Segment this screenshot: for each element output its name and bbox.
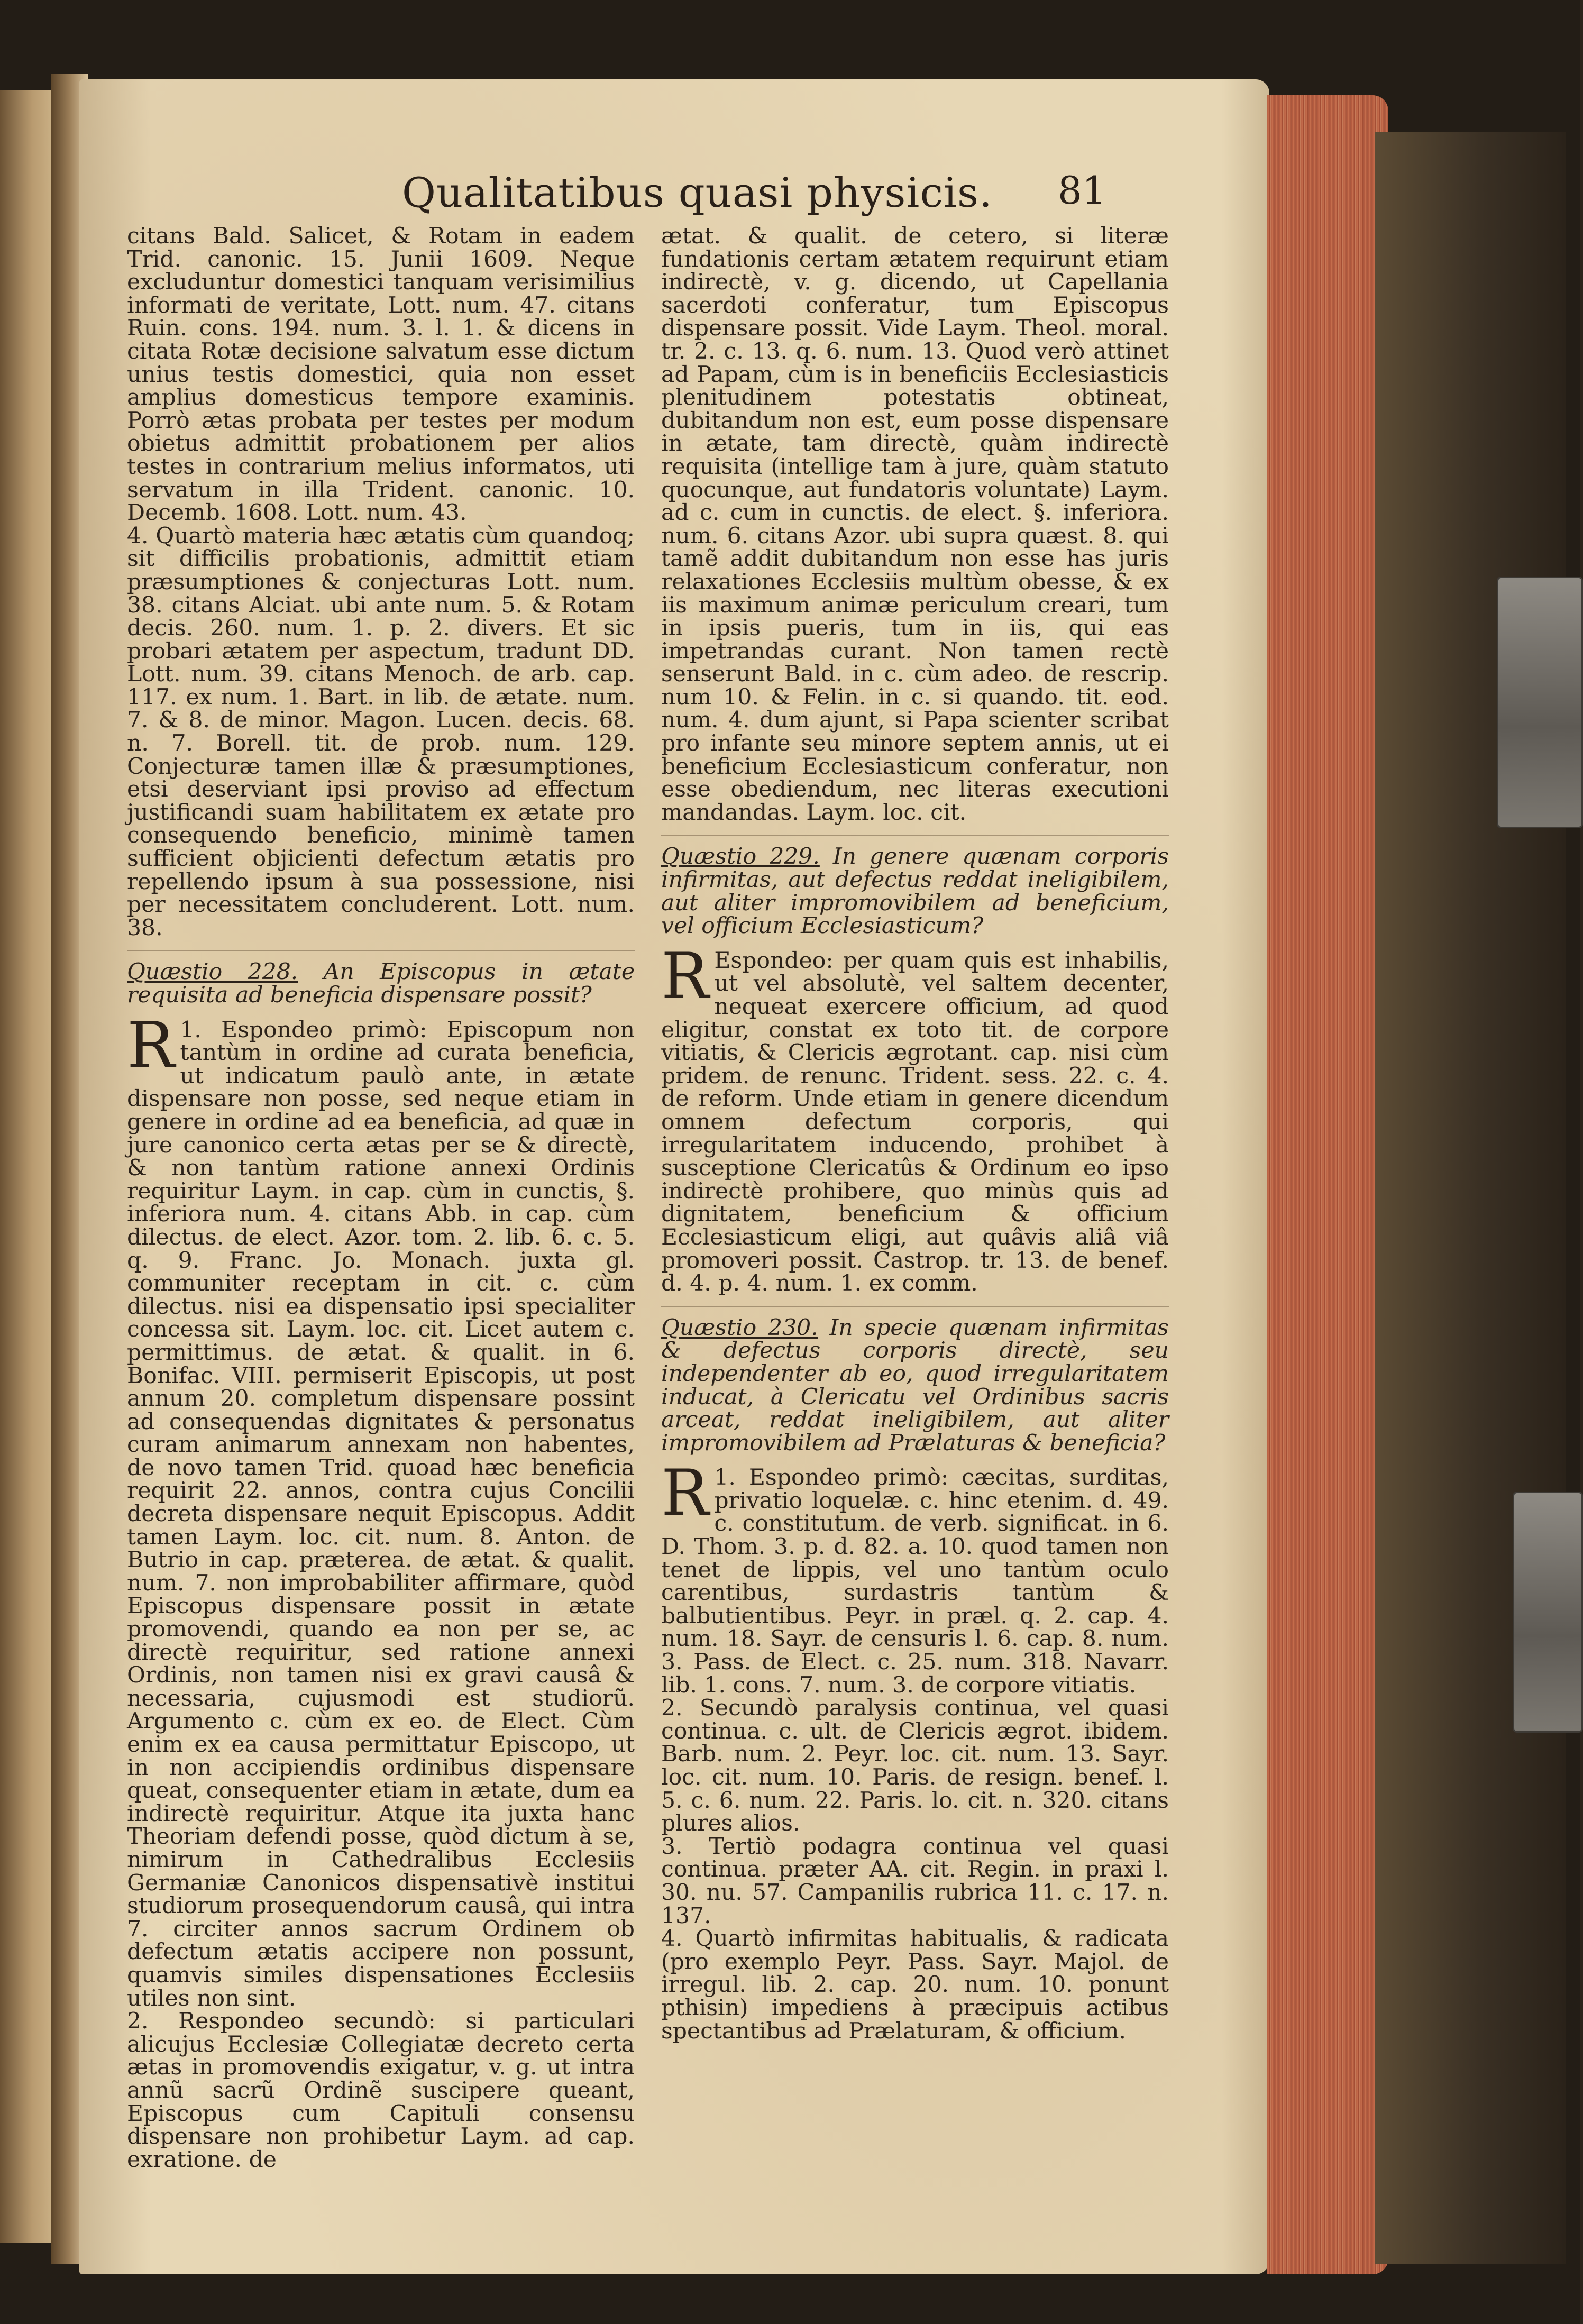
paragraph-number: 1.: [714, 1465, 736, 1491]
left-paragraph-4: 2. Respondeo secundò: si particulari alicujus Ecclesiæ Collegiatæ decreto certa ætas in promovendis exigatur, v. g. ut intra annũ sacrũ Ordinẽ suscipere queant, Episcopus cum Capituli consensu dispensare non prohibetur Laym. ad cap. exratione. de: [127, 2008, 635, 2173]
page-number: 81: [1058, 168, 1106, 213]
left-paragraph-3: [127, 1009, 635, 2011]
right-paragraph-2-text: Espondeo: per quam quis est inhabilis, ut vel absolutè, vel saltem decenter, nequeat exercere officium, ad quod eligitur, constat ex toto tit. de corpore vitiatis, & Clericis ægrotant. cap. nisi cùm pridem. de renunc. Trident. sess. 22. c. 4. de reform. Unde etiam in genere dicendum omnem defectum corporis, qui irregularitatem inducendo, prohibet à susceptione Clericatûs & Ordinum eo ipso indirectè prohibere, quo minùs quis ad dignitatem, beneficium & officium Ecclesiasticum eligi, aut quâvis aliâ viâ promoveri possit. Castrop. tr. 13. de benef. d. 4. p. 4. num. 1. ex comm.: [661, 947, 1169, 1297]
question-228-heading: [127, 950, 635, 1007]
left-paragraph-1: citans Bald. Salicet, & Rotam in eadem Trid. canonic. 15. Junii 1609. Neque excluduntur domestici tanquam verisimilius informati de veritate, Lott. num. 47. citans Ruin. cons. 194. num. 3. l. 1. & dicens in citata Rotæ decisione salvatum esse dictum unius testis domestici, quia non esset amplius domesticus tempore examinis. Porrò ætas probata per testes per modum obietus admittit probationem per alios testes in contrarium melius informatos, uti servatum in illa Trident. canonic. 10. Decemb. 1608. Lott. num. 43.: [127, 223, 635, 526]
question-229-label: Quæstio 229.: [661, 844, 820, 870]
question-230-heading: [661, 1306, 1169, 1455]
right-column: [661, 225, 1169, 2108]
question-230-text: In specie quænam infirmitas & defectus corporis directè, seu independenter ab eo, quod irregularitatem inducat, à Clericatu vel Ordinibus sacris arceat, reddat ineligibilem, aut aliter impromovibilem ad Prælaturas & beneficia?: [661, 1314, 1169, 1456]
left-column: [127, 223, 635, 2173]
question-228-label: Quæstio 228.: [127, 959, 298, 985]
left-paragraph-3-text: Espondeo primò: Episcopum non tantùm in ordine ad curata beneficia, ut indicatum paulò ante, in ætate dispensare non posse, sed neque etiam in genere in ordine ad ea beneficia, ad quæ in jure canonico certa ætas per se & directè, & non tantùm ratione annexi Ordinis requiritur Laym. in cap. cùm in cunctis, §. inferiora num. 4. citans Abb. in cap. cùm dilectus. de elect. Azor. tom. 2. lib. 6. c. 5. q. 9. Franc. Jo. Monach. juxta gl. communiter receptam in cit. c. cùm dilectus. nisi ea dispensatio ipsi specialiter concessa sit. Laym. loc. cit. Licet autem c. permittimus. de ætat. & qualit. in 6. Bonifac. VIII. permiserit Episcopis, ut post annum 20. completum dispensare possint ad consequendas dignitates & personatus curam animarum annexam non habentes, de novo tamen Trid. quoad hæc beneficia requirit 22. annos, contra cujus Concilii decreta dispensare nequit Episcopus. Addit tamen Laym. loc. cit. num. 8. Anton. de Butrio in cap. præterea. de ætat. & qualit. num. 7. non improbabiliter affirmare, quòd Episcopus dispensare possit in ætate promovendi, quando ea non per se, ac directè requiritur, sed ratione annexi Ordinis, non tamen nisi ex gravi causâ & necessaria, cujusmodi est studiorũ. Argumento c. cùm ex eo. de Elect. Cùm enim ex ea causa permittatur Episcopo, ut in non accipiendis ordinibus dispensare queat, consequenter etiam in ætate, dum ea indirectè requiritur. Atque ita juxta hanc Theoriam defendi posse, quòd dictum à se, nimirum in Cathedralibus Ecclesiis Germaniæ Canonicos dispensativè institui studiorum prosequendorum causâ, qui intra 7. circiter annos sacrum Ordinem ob defectum ætatis accipere non possunt, quamvis similes dispensationes Ecclesiis utiles non sint.: [127, 1017, 635, 2011]
left-paragraph-2: 4. Quartò materia hæc ætatis cùm quandoq; sit difficilis probationis, admittit etiam præsumptiones & conjecturas Lott. num. 38. citans Alciat. ubi ante num. 5. & Rotam decis. 260. num. 1. p. 2. divers. Et sic probari ætatem per aspectum, tradunt DD. Lott. num. 39. citans Menoch. de arb. cap. 117. ex num. 1. Bart. in lib. de ætate. num. 7. & 8. de minor. Magon. Lucen. decis. 68. n. 7. Borell. tit. de prob. num. 129. Conjecturæ tamen illæ & præsumptiones, etsi deserviant ipsi proviso ad effectum justificandi suam habilitatem ex ætate pro consequendo beneficio, minimè tamen sufficient objicienti defectum ætatis pro repellendo ipsum à sua possessione, nisi per necessitatem concluderent. Lott. num. 38.: [127, 523, 635, 941]
right-paragraph-1: ætat. & qualit. de cetero, si literæ fundationis certam ætatem requirunt etiam indirectè, v. g. dicendo, ut Capellania sacerdoti conferatur, tum Episcopus dispensare possit. Vide Laym. Theol. moral. tr. 2. c. 13. q. 6. num. 13. Quod verò attinet ad Papam, cùm is in beneficiis Ecclesiasticis plenitudinem potestatis obtineat, dubitandum non est, eum posse dispensare in ætate, tam directè, quàm indirectè requisita (intellige tam à jure, quàm statuto quocunque, aut fundatoris voluntate) Laym. ad c. cum in cunctis. de elect. §. inferiora. num. 6. citans Azor. ubi supra quæst. 8. qui tamẽ addit dubitandum non esse has juris relaxationes Ecclesiis multùm obesse, & ex iis maximum animæ periculum creari, tum in ipsis pueris, tum in iis, qui eas impetrandas curant. Non tamen rectè senserunt Bald. in c. cùm adeo. de rescrip. num 10. & Felin. in c. si quando. tit. eod. num. 4. dum ajunt, si Papa scienter scribat pro infante seu minore septem annis, ut ei beneficium Ecclesiasticum conferatur, non esse obediendum, nec literas executioni mandandas. Laym. loc. cit.: [661, 223, 1169, 826]
drop-cap: R: [127, 1009, 175, 1083]
metal-clasp-bottom: [1513, 1492, 1583, 1733]
right-paragraph-3-text: Espondeo primò: cæcitas, surditas, privatio loquelæ. c. hinc etenim. d. 49. c. constitutum. de verb. significat. in 6. D. Thom. 3. p. d. 82. a. 10. quod tamen non tenet de lippis, vel uno tantùm oculo carentibus, surdastris tantùm & balbutientibus. Peyr. in præl. q. 2. cap. 4. num. 18. Sayr. de censuris l. 6. cap. 8. num. 3. Pass. de Elect. c. 25. num. 318. Navarr. lib. 1. cons. 7. num. 3. de corpore vitiatis.: [661, 1465, 1169, 1698]
question-229-heading: [661, 835, 1169, 937]
right-paragraph-6: 4. Quartò infirmitas habitualis, & radicata (pro exemplo Peyr. Pass. Sayr. Majol. de irregul. lib. 2. cap. 20. num. 10. ponunt pthisin) impediens à præcipuis actibus spectantibus ad Prælaturam, & officium.: [661, 1926, 1169, 2044]
drop-cap: R: [661, 1457, 709, 1531]
metal-clasp-top: [1497, 577, 1583, 828]
running-title: Qualitatibus quasi physicis.: [402, 169, 993, 217]
drop-cap: R: [661, 939, 709, 1013]
question-229-text: In genere quænam corporis infirmitas, aut defectus reddat ineligibilem, aut aliter impromovibilem ad beneficium, vel officium Ecclesiasticum?: [661, 844, 1169, 939]
right-paragraph-5: 3. Tertiò podagra continua vel quasi continua. præter AA. cit. Regin. in praxi l. 30. nu. 57. Campanilis rubrica 11. c. 17. n. 137.: [661, 1833, 1169, 1929]
facing-page-edge: [0, 90, 58, 2243]
question-230-label: Quæstio 230.: [661, 1314, 818, 1341]
question-228-text: An Episcopus in ætate requisita ad beneficia dispensare possit?: [127, 959, 635, 1008]
right-paragraph-4: 2. Secundò paralysis continua, vel quasi continua. c. ult. de Clericis ægrot. ibidem. Barb. num. 2. Peyr. loc. cit. num. 13. Sayr. loc. cit. num. 10. Paris. de resign. benef. l. 5. c. 6. num. 22. Paris. lo. cit. n. 320. citans plures alios.: [661, 1695, 1169, 1837]
right-paragraph-2: [661, 939, 1169, 1297]
red-page-edges: [1267, 95, 1388, 2274]
book-cover: [1375, 132, 1566, 2264]
paragraph-number: 1.: [180, 1017, 202, 1043]
right-paragraph-3: [661, 1457, 1169, 1698]
